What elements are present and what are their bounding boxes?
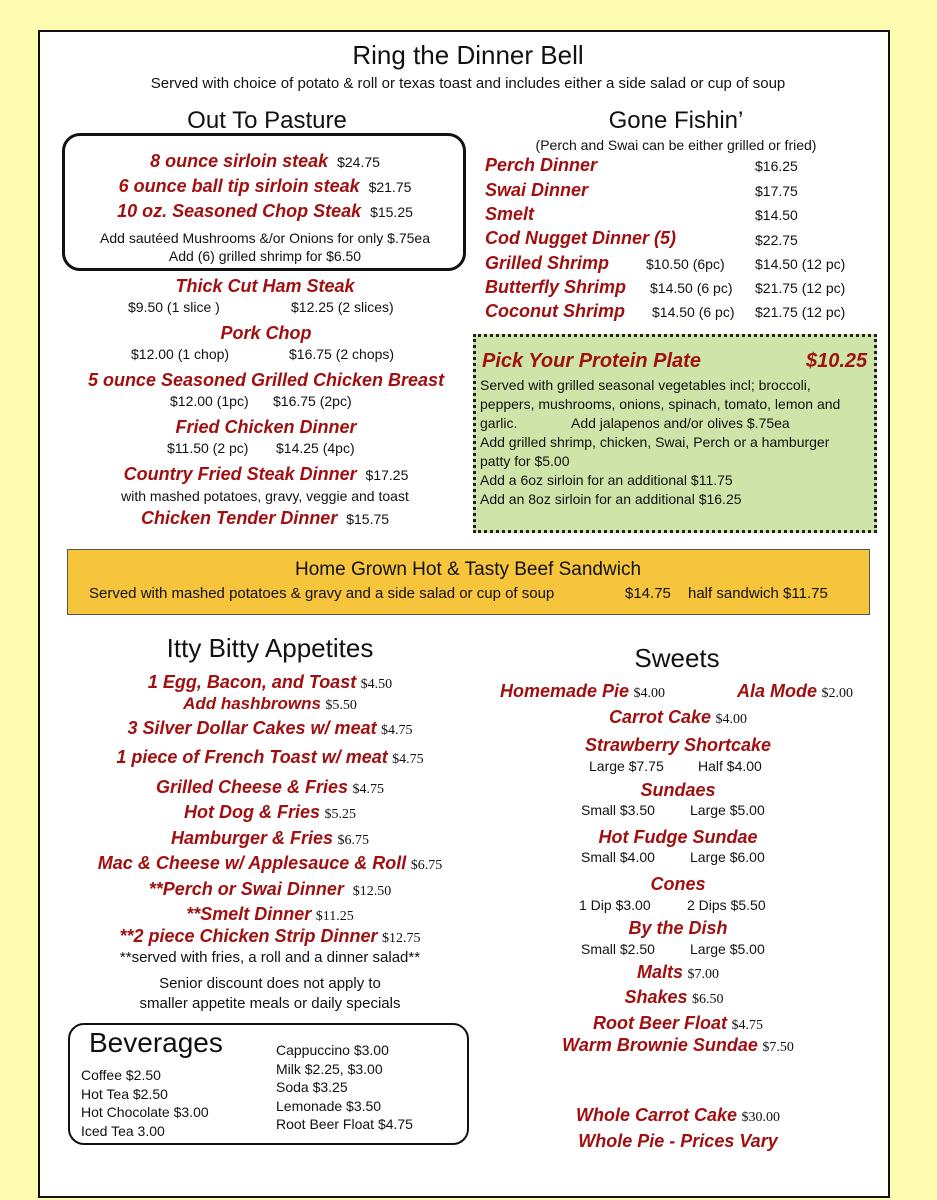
dish-price: $5.50 [325,698,357,713]
dish-price: $21.75 [368,179,412,195]
price-dish-1: Small $2.50 [581,941,655,957]
price-fudge-1: Small $4.00 [581,849,655,865]
dish-by-the-dish: By the Dish [628,918,728,938]
dish-name: Grilled Cheese & Fries [155,777,349,797]
menu-item-egg [148,672,392,693]
menu-item-country-fried-steak [124,464,409,485]
dish-name: Root Beer Float [593,1013,728,1033]
price-sundaes-2: Large $5.00 [690,802,765,818]
beverage-item: Lemonade $3.50 [276,1097,382,1114]
menu-item-kids-perch [149,879,391,900]
menu-item-kids-smelt [186,904,353,925]
sandwich-half: half sandwich $11.75 [688,585,828,602]
menu-item-pie [500,681,665,702]
dish-name: 8 ounce sirloin steak [150,151,329,171]
senior-note-2: smaller appetite meals or daily specials [139,995,401,1012]
dish-cones: Cones [650,874,706,894]
protein-line-6: Add a 6oz sirloin for an additional $11.75 [480,472,733,488]
menu-item-mac-cheese [98,853,442,874]
dish-grilled-shrimp: Grilled Shrimp [485,253,610,273]
beverage-item: Hot Chocolate $3.00 [81,1104,209,1120]
dish-ham: Thick Cut Ham Steak [175,276,355,296]
dish-price: $6.75 [337,833,369,848]
menu-item-balltip [119,176,412,197]
dish-price: $6.50 [692,992,724,1007]
dish-price: $4.75 [381,723,413,738]
dish-name: 6 ounce ball tip sirloin steak [118,176,360,196]
dish-name: Carrot Cake [609,707,712,727]
fishin-heading: Gone Fishin’ [608,107,744,134]
beverages-left-list [81,1066,209,1140]
dish-cod: Cod Nugget Dinner (5) [485,228,676,248]
price-perch: $16.25 [755,158,798,174]
dish-price: $30.00 [741,1110,780,1125]
price-ham-2: $12.25 (2 slices) [291,299,394,315]
price-chicken-breast-2: $16.75 (2pc) [273,393,352,409]
protein-line-7: Add an 8oz sirloin for an additional $16.25 [480,491,742,507]
price-fudge-2: Large $6.00 [690,849,765,865]
price-shortcake-2: Half $4.00 [698,758,762,774]
dish-name: 1 piece of French Toast w/ meat [116,747,388,767]
price-chicken-breast-1: $12.00 (1pc) [170,393,249,409]
beverage-item: Root Beer Float $4.75 [276,1116,413,1132]
dish-name: Add hashbrowns [183,694,321,713]
dish-price: $4.00 [633,686,666,701]
senior-note-1: Senior discount does not apply to [159,975,381,992]
price-fried-chicken-1: $11.50 (2 pc) [167,440,249,456]
dish-shortcake: Strawberry Shortcake [584,735,772,755]
menu-item-brownie [562,1035,794,1056]
addon-mushrooms: Add sautéed Mushrooms &/or Onions for only $.75ea [100,230,430,246]
menu-item-french-toast [116,747,423,768]
dish-smelt: Smelt [485,204,535,224]
price-coconut-2: $21.75 (12 pc) [755,304,846,320]
fishin-note: (Perch and Swai can be either grilled or fried) [535,137,817,153]
price-cod: $22.75 [755,232,798,248]
menu-item-whole-pie: Whole Pie - Prices Vary [578,1131,778,1151]
dish-name: **2 piece Chicken Strip Dinner [119,926,378,946]
menu-item-rb-float [593,1013,763,1034]
price-pork-1: $12.00 (1 chop) [131,346,230,362]
dish-price: $12.75 [382,931,421,946]
dish-name: Whole Carrot Cake [576,1105,738,1125]
dish-fried-chicken: Fried Chicken Dinner [175,417,357,437]
addon-shrimp: Add (6) grilled shrimp for $6.50 [168,248,362,264]
dish-name: Ala Mode [737,681,818,701]
dish-price: $4.75 [352,782,385,797]
protein-line-1: Served with grilled seasonal vegetables incl; broccoli, [480,377,811,393]
dish-name: 3 Silver Dollar Cakes w/ meat [127,718,377,738]
dish-price: $24.75 [337,154,380,170]
price-dish-2: Large $5.00 [690,941,765,957]
price-coconut-1: $14.50 (6 pc) [652,304,735,320]
beverage-item: Cappuccino $3.00 [276,1042,389,1058]
dish-name: **Smelt Dinner [186,904,312,924]
dish-price: $2.00 [821,686,853,701]
itty-served-note: **served with fries, a roll and a dinner salad** [119,949,421,966]
price-cones-1: 1 Dip $3.00 [579,897,651,913]
protein-price: $10.25 [806,350,868,372]
beverage-item: Milk $2.25, $3.00 [276,1060,383,1077]
dish-name: 1 Egg, Bacon, and Toast [147,672,357,692]
dish-price: $4.75 [731,1018,763,1033]
dish-name: 10 oz. Seasoned Chop Steak [117,201,362,221]
menu-item-alamode [737,681,853,702]
price-swai: $17.75 [755,183,798,199]
cfs-note: with mashed potatoes, gravy, veggie and toast [121,488,409,504]
menu-item-shakes [625,987,724,1008]
dish-price: $11.25 [315,909,354,924]
beverages-heading: Beverages [89,1027,223,1058]
dish-price: $6.75 [410,858,443,873]
dish-price: $17.25 [365,467,409,483]
protein-line-2: peppers, mushrooms, onions, spinach, tomato, lemon and [480,396,841,412]
menu-item-carrot-cake [609,707,747,728]
dish-name: Malts [637,962,684,982]
price-sundaes-1: Small $3.50 [581,802,655,818]
dish-price: $4.00 [715,712,747,727]
dish-name: Shakes [624,987,688,1007]
price-pork-2: $16.75 (2 chops) [289,346,395,362]
dish-coconut-shrimp: Coconut Shrimp [485,301,625,321]
dish-price: $5.25 [324,807,356,822]
dish-name: Chicken Tender Dinner [140,508,338,528]
menu-item-hamburger [171,828,369,849]
menu-item-grilled-cheese [156,777,384,798]
dish-name: Hot Dog & Fries [184,802,321,822]
menu-title: Ring the Dinner Bell [352,40,584,70]
dish-price: $7.50 [762,1040,794,1055]
protein-line-3a: garlic. [480,415,518,431]
beverages-right-list [276,1041,413,1134]
beverage-item: Hot Tea $2.50 [81,1085,168,1102]
dish-price: $4.75 [392,752,424,767]
dish-name: Homemade Pie [500,681,630,701]
dish-perch: Perch Dinner [485,155,598,175]
price-butterfly-2: $21.75 (12 pc) [755,280,846,296]
sandwich-price: $14.75 [625,585,671,602]
dish-hot-fudge: Hot Fudge Sundae [598,827,758,847]
itty-heading: Itty Bitty Appetites [166,633,374,663]
menu-item-sirloin8 [150,151,380,172]
beverage-item: Iced Tea 3.00 [81,1122,165,1139]
sandwich-desc: Served with mashed potatoes & gravy and a side salad or cup of soup [89,585,555,602]
menu-item-whole-carrot [576,1105,780,1126]
menu-item-chop [117,201,413,222]
price-cones-2: 2 Dips $5.50 [687,897,766,913]
price-ham-1: $9.50 (1 slice ) [128,299,220,315]
menu-item-chicken-strip [119,926,420,947]
menu-item-hashbrowns [183,694,357,714]
protein-line-5: patty for $5.00 [480,453,570,469]
menu-item-silver-dollar [127,718,412,739]
sandwich-title: Home Grown Hot & Tasty Beef Sandwich [294,559,642,580]
price-fried-chicken-2: $14.25 (4pc) [276,440,355,456]
price-grilled-shrimp-2: $14.50 (12 pc) [755,256,846,272]
price-grilled-shrimp-1: $10.50 (6pc) [646,256,725,272]
dish-name: Country Fried Steak Dinner [123,464,357,484]
menu-item-chicken-tender [141,508,389,529]
sweets-heading: Sweets [634,643,720,673]
dish-price: $4.50 [360,677,393,692]
dish-price: $15.75 [346,511,390,527]
dish-sundaes: Sundaes [640,780,716,800]
menu-item-malts [637,962,719,983]
dish-price: $7.00 [687,967,719,982]
price-smelt: $14.50 [755,207,798,223]
protein-line-3b: Add jalapenos and/or olives $.75ea [571,415,790,431]
dish-price: $15.25 [370,204,413,220]
dish-name: Hamburger & Fries [171,828,334,848]
dish-price: $12.50 [352,884,392,899]
dish-name: Mac & Cheese w/ Applesauce & Roll [97,853,407,873]
price-shortcake-1: Large $7.75 [589,758,664,774]
beverage-item: Soda $3.25 [276,1079,348,1095]
pasture-heading: Out To Pasture [187,107,347,134]
menu-item-hotdog [184,802,356,823]
menu-subtitle: Served with choice of potato & roll or texas toast and includes either a side salad or cup of soup [150,75,786,92]
dish-pork: Pork Chop [220,323,312,343]
price-butterfly-1: $14.50 (6 pc) [650,280,733,296]
dish-butterfly-shrimp: Butterfly Shrimp [485,277,627,297]
dish-name: **Perch or Swai Dinner [148,879,344,899]
protein-title: Pick Your Protein Plate [482,350,701,372]
beverage-item: Coffee $2.50 [81,1067,161,1083]
dish-name: Warm Brownie Sundae [562,1035,758,1055]
dish-chicken-breast: 5 ounce Seasoned Grilled Chicken Breast [87,370,445,390]
protein-line-4: Add grilled shrimp, chicken, Swai, Perch or a hamburger [480,434,830,450]
dish-swai: Swai Dinner [485,180,589,200]
